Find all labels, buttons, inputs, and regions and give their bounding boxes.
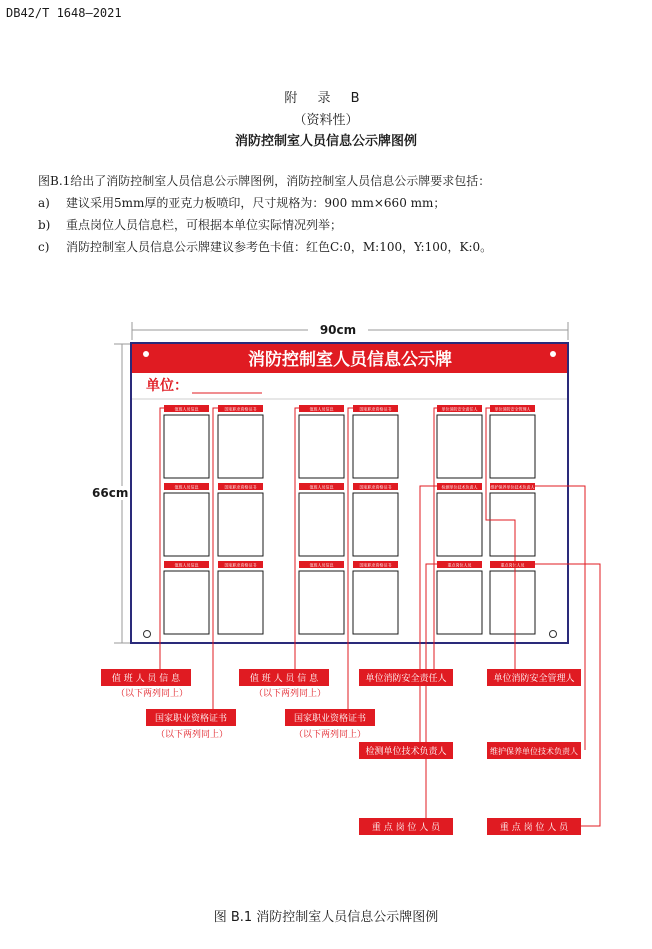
slot-label: 值班人员信息 (309, 484, 334, 490)
slot-label: 国家职业资格证书 (359, 406, 392, 412)
photo-frame (164, 415, 209, 478)
slot-label: 值班人员信息 (309, 406, 334, 412)
callout-note: （以下两列同上） (155, 730, 229, 740)
list-marker: b) (38, 218, 51, 232)
list-marker: c) (38, 240, 50, 254)
list-text: 消防控制室人员信息公示牌建议参考色卡值：红色C:0，M:100，Y:100，K:0。 (66, 240, 493, 254)
photo-frame (218, 571, 263, 634)
slot-label: 国家职业资格证书 (359, 484, 392, 490)
slot-label: 国家职业资格证书 (359, 562, 392, 568)
slot-label: 国家职业资格证书 (224, 484, 257, 490)
figure-caption: 图 B.1 消防控制室人员信息公示牌图例 (213, 910, 439, 925)
photo-frame (353, 493, 398, 556)
slot-label: 国家职业资格证书 (224, 562, 257, 568)
slot-label: 值班人员信息 (309, 562, 334, 568)
photo-frame (218, 415, 263, 478)
list-marker: a) (38, 196, 50, 210)
unit-label: 单位： (146, 378, 188, 394)
appendix-heading: 消防控制室人员信息公示牌图例 (234, 134, 417, 149)
callout-note: （以下两列同上） (293, 730, 367, 740)
height-label: 66cm (92, 486, 129, 500)
width-label: 90cm (319, 323, 357, 337)
slot-label: 维护保养单位技术负责人 (490, 484, 535, 490)
photo-frame (437, 493, 482, 556)
photo-frame (299, 493, 344, 556)
callout-certificate-label: 国家职业资格证书 (154, 714, 228, 724)
mount-hole (550, 351, 556, 357)
callout-duty-info-label: 值 班 人 员 信 息 (249, 674, 319, 684)
list-text: 重点岗位人员信息栏，可根据本单位实际情况列举； (66, 218, 343, 232)
photo-frame (164, 493, 209, 556)
mount-hole (143, 351, 149, 357)
slot-label: 重点岗位人员 (447, 562, 472, 568)
slot-label: 国家职业资格证书 (224, 406, 257, 412)
slot-label: 检测单位技术负责人 (441, 484, 478, 490)
callout-inspection-tech-label: 检测单位技术负责人 (365, 747, 447, 757)
callout-key-post-label: 重 点 岗 位 人 员 (499, 823, 569, 833)
list-text: 建议采用5mm厚的亚克力板喷印，尺寸规格为：900 mm×660 mm； (66, 196, 446, 210)
photo-frame (299, 571, 344, 634)
photo-frame (164, 571, 209, 634)
slot-label: 值班人员信息 (174, 562, 199, 568)
photo-frame (353, 571, 398, 634)
callout-safety-responsible-label: 单位消防安全责任人 (365, 674, 447, 684)
photo-frame (437, 415, 482, 478)
photo-frame (437, 571, 482, 634)
callout-certificate-label: 国家职业资格证书 (293, 714, 367, 724)
photo-frame (490, 493, 535, 556)
photo-frame (299, 415, 344, 478)
photo-frame (490, 571, 535, 634)
photo-frame (218, 493, 263, 556)
slot-label: 值班人员信息 (174, 484, 199, 490)
callout-note: （以下两列同上） (115, 689, 189, 699)
photo-frame (490, 415, 535, 478)
board-title: 消防控制室人员信息公示牌 (248, 350, 452, 370)
callout-maintenance-tech-label: 维护保养单位技术负责人 (490, 747, 578, 756)
intro-paragraph: 图B.1给出了消防控制室人员信息公示牌图例，消防控制室人员信息公示牌要求包括： (38, 174, 491, 188)
callout-note: （以下两列同上） (253, 689, 327, 699)
document-code: DB42/T 1648—2021 (6, 6, 122, 20)
slot-label: 单位消防安全责任人 (441, 406, 478, 412)
appendix-nature: （资料性） (293, 113, 359, 128)
appendix-title: 附 录 B (284, 91, 368, 106)
callout-safety-manager-label: 单位消防安全管理人 (493, 674, 575, 684)
photo-frame (353, 415, 398, 478)
slot-label: 值班人员信息 (174, 406, 199, 412)
slot-label: 单位消防安全管理人 (494, 406, 531, 412)
callout-key-post-label: 重 点 岗 位 人 员 (371, 823, 441, 833)
slot-label: 重点岗位人员 (500, 562, 525, 568)
callout-duty-info-label: 值 班 人 员 信 息 (111, 674, 181, 684)
